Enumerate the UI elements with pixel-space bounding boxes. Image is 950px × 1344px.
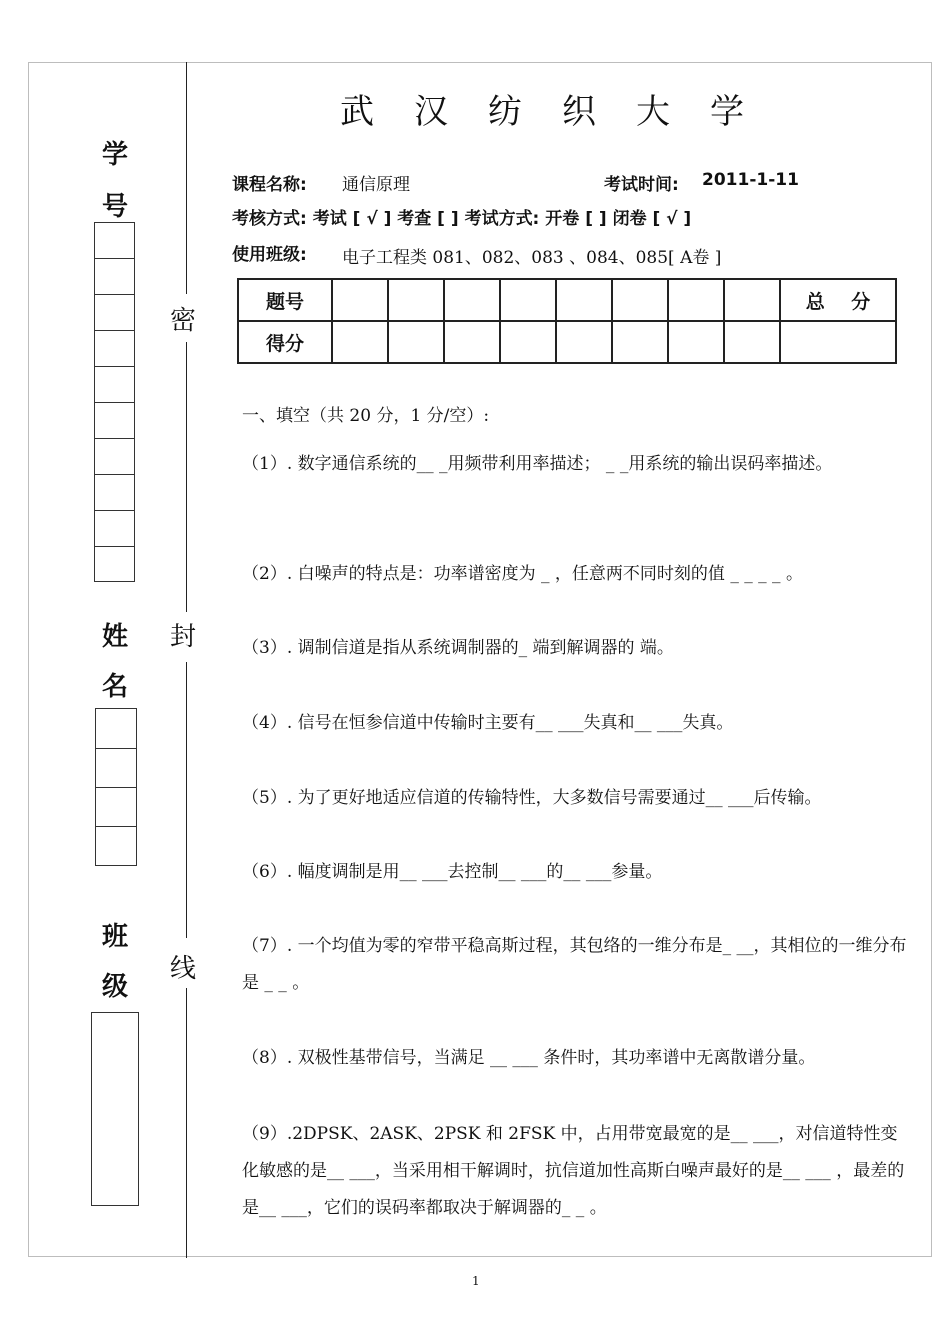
score-cell[interactable] bbox=[612, 321, 668, 363]
score-cell[interactable] bbox=[388, 321, 444, 363]
university-title: 武汉纺织大学 bbox=[340, 92, 784, 132]
seal-xian: 线 bbox=[170, 954, 197, 984]
class-label: 使用班级: bbox=[232, 245, 307, 265]
score-cell[interactable] bbox=[668, 321, 724, 363]
course-name-value: 通信原理 bbox=[342, 175, 410, 195]
name-label-1: 姓 bbox=[102, 622, 129, 652]
question-number-label: 题号 bbox=[238, 279, 332, 321]
binding-line-upper bbox=[186, 342, 187, 612]
score-cell bbox=[556, 279, 612, 321]
score-cell[interactable] bbox=[332, 321, 388, 363]
exam-time-value: 2011-1-11 bbox=[702, 170, 799, 190]
student-id-label-2: 号 bbox=[102, 192, 129, 222]
name-boxes[interactable] bbox=[95, 708, 137, 866]
score-cell bbox=[500, 279, 556, 321]
score-cell bbox=[668, 279, 724, 321]
class-value: 电子工程类 081、082、083 、084、085[ A卷 ] bbox=[342, 248, 722, 268]
score-cell bbox=[332, 279, 388, 321]
assessment-line: 考核方式: 考试 [ √ ] 考查 [ ] 考试方式: 开卷 [ ] 闭卷 [ √ ] bbox=[232, 209, 692, 229]
class-label-2: 级 bbox=[102, 972, 129, 1002]
exam-time-label: 考试时间: bbox=[604, 175, 679, 195]
score-cell[interactable] bbox=[500, 321, 556, 363]
seal-feng: 封 bbox=[170, 622, 197, 652]
question-6: （6）. 幅度调制是用__ ___去控制__ ___的__ ___参量。 bbox=[242, 862, 663, 882]
score-cell[interactable] bbox=[556, 321, 612, 363]
question-9: （9）.2DPSK、2ASK、2PSK 和 2FSK 中，占用带宽最宽的是__ ___，对信道特性变化敏感的是__ ___，当采用相干解调时，抗信道加性高斯白噪声最好的是__ ___ ，最差的是__ ___，它们的误码率都取决于解调器的_ _ 。 bbox=[242, 1124, 905, 1218]
score-cell[interactable] bbox=[444, 321, 500, 363]
name-label-2: 名 bbox=[102, 672, 129, 702]
question-8: （8）. 双极性基带信号，当满足 __ ___ 条件时，其功率谱中无离散谱分量。 bbox=[242, 1048, 816, 1068]
class-box[interactable] bbox=[91, 1012, 139, 1206]
score-cell[interactable] bbox=[724, 321, 780, 363]
score-cell bbox=[444, 279, 500, 321]
binding-line-bottom bbox=[186, 988, 187, 1258]
seal-mi: 密 bbox=[170, 306, 197, 336]
student-id-label-1: 学 bbox=[102, 140, 129, 170]
binding-line-lower bbox=[186, 662, 187, 938]
score-label: 得分 bbox=[238, 321, 332, 363]
question-2: （2）. 白噪声的特点是：功率谱密度为 _ ，任意两不同时刻的值 _ _ _ _ 。 bbox=[242, 564, 803, 584]
question-4: （4）. 信号在恒参信道中传输时主要有__ ___失真和__ ___失真。 bbox=[242, 713, 734, 733]
question-7: （7）. 一个均值为零的窄带平稳高斯过程，其包络的一维分布是_ __，其相位的一维分布是 _ _ 。 bbox=[242, 936, 907, 993]
score-cell bbox=[612, 279, 668, 321]
total-label: 总 分 bbox=[780, 279, 896, 321]
course-name-label: 课程名称: bbox=[232, 175, 307, 195]
question-5: （5）. 为了更好地适应信道的传输特性，大多数信号需要通过__ ___后传输。 bbox=[242, 788, 822, 808]
total-score-cell[interactable] bbox=[780, 321, 896, 363]
question-3: （3）. 调制信道是指从系统调制器的_ 端到解调器的 端。 bbox=[242, 638, 674, 658]
score-cell bbox=[724, 279, 780, 321]
page-number: 1 bbox=[472, 1274, 480, 1288]
score-cell bbox=[388, 279, 444, 321]
score-table bbox=[237, 278, 897, 364]
student-id-boxes[interactable] bbox=[94, 222, 135, 582]
question-1: （1）. 数字通信系统的__ _用频带利用率描述； _ _用系统的输出误码率描述。 bbox=[242, 454, 833, 474]
section-heading: 一、填空（共 20 分，1 分/空）: bbox=[242, 406, 490, 426]
binding-line-top bbox=[186, 62, 187, 294]
class-label-1: 班 bbox=[102, 922, 129, 952]
